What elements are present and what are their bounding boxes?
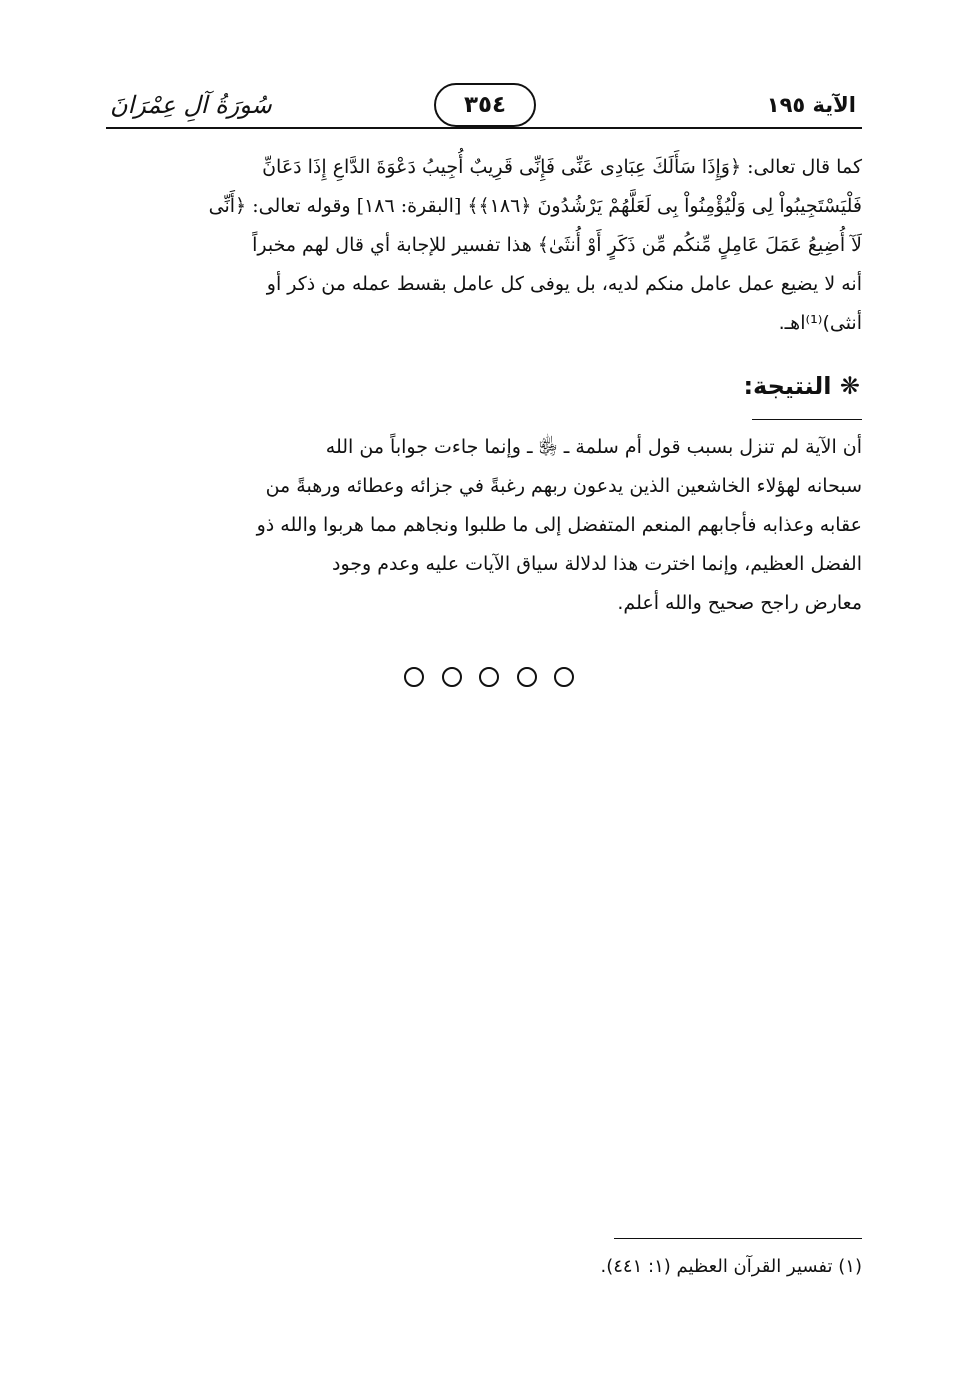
circle-ornament-icon — [517, 667, 537, 687]
verse-label: الآية ١٩٥ — [766, 93, 856, 117]
circle-ornament-icon — [442, 667, 462, 687]
text-line: أنثى)⁽¹⁾اهـ. — [778, 312, 862, 334]
section-separator — [404, 662, 574, 692]
result-paragraph — [106, 428, 862, 623]
result-heading: ❋ النتيجة: — [743, 372, 860, 400]
circle-ornament-icon — [404, 667, 424, 687]
header-divider — [106, 127, 862, 129]
text-line: كما قال تعالى: ﴿وَإِذَا سَأَلَكَ عِبَادِى عَنِّى فَإِنِّى قَرِيبٌ أُجِيبُ دَعْوَةَ الدَّاعِ إِذَا دَعَانِّ — [262, 156, 862, 178]
page-number: ٣٥٤ — [434, 83, 536, 127]
text-line: فَلْيَسْتَجِيبُواْ لِى وَلْيُؤْمِنُواْ بِى لَعَلَّهُمْ يَرْشُدُونَ ﴿١٨٦﴾﴾ [البقرة: ١٨٦] وقوله تعالى: ﴿أَنِّى — [208, 195, 862, 217]
text-line: أن الآية لم تنزل بسبب قول أم سلمة ـ ﵂ ـ وإنما جاءت جواباً من الله — [325, 436, 862, 458]
text-line: الفضل العظيم، وإنما اخترت هذا لدلالة سياق الآيات عليه وعدم وجود — [331, 553, 862, 575]
circle-ornament-icon — [554, 667, 574, 687]
text-line: أنه لا يضيع عمل عامل منكم لديه، بل يوفى كل عامل بقسط عمله من ذكر أو — [266, 273, 862, 295]
text-line: سبحانه لهؤلاء الخاشعين الذين يدعون ربهم رغبةً في جزائه وعطائه ورهبةً من — [265, 475, 862, 497]
result-underline — [752, 419, 862, 420]
paragraph-quote — [106, 148, 862, 343]
circle-ornament-icon — [479, 667, 499, 687]
footnote: (١) تفسير القرآن العظيم (١: ٤٤١). — [600, 1256, 862, 1277]
surah-name: سُورَةُ آلِ عِمْرَانَ — [110, 91, 272, 119]
footnote-divider — [614, 1238, 862, 1239]
text-line: لَآ أُضِيعُ عَمَلَ عَامِلٍ مِّنكُم مِّن ذَكَرٍ أَوْ أُنثَىٰ﴾ هذا تفسير للإجابة أي قال لهم مخبراً — [252, 234, 862, 256]
text-line: معارض راجح صحيح والله أعلم. — [617, 592, 862, 614]
text-line: عقابه وعذابه فأجابهم المنعم المتفضل إلى ما طلبوا ونجاهم مما هربوا والله ذو — [256, 514, 862, 536]
